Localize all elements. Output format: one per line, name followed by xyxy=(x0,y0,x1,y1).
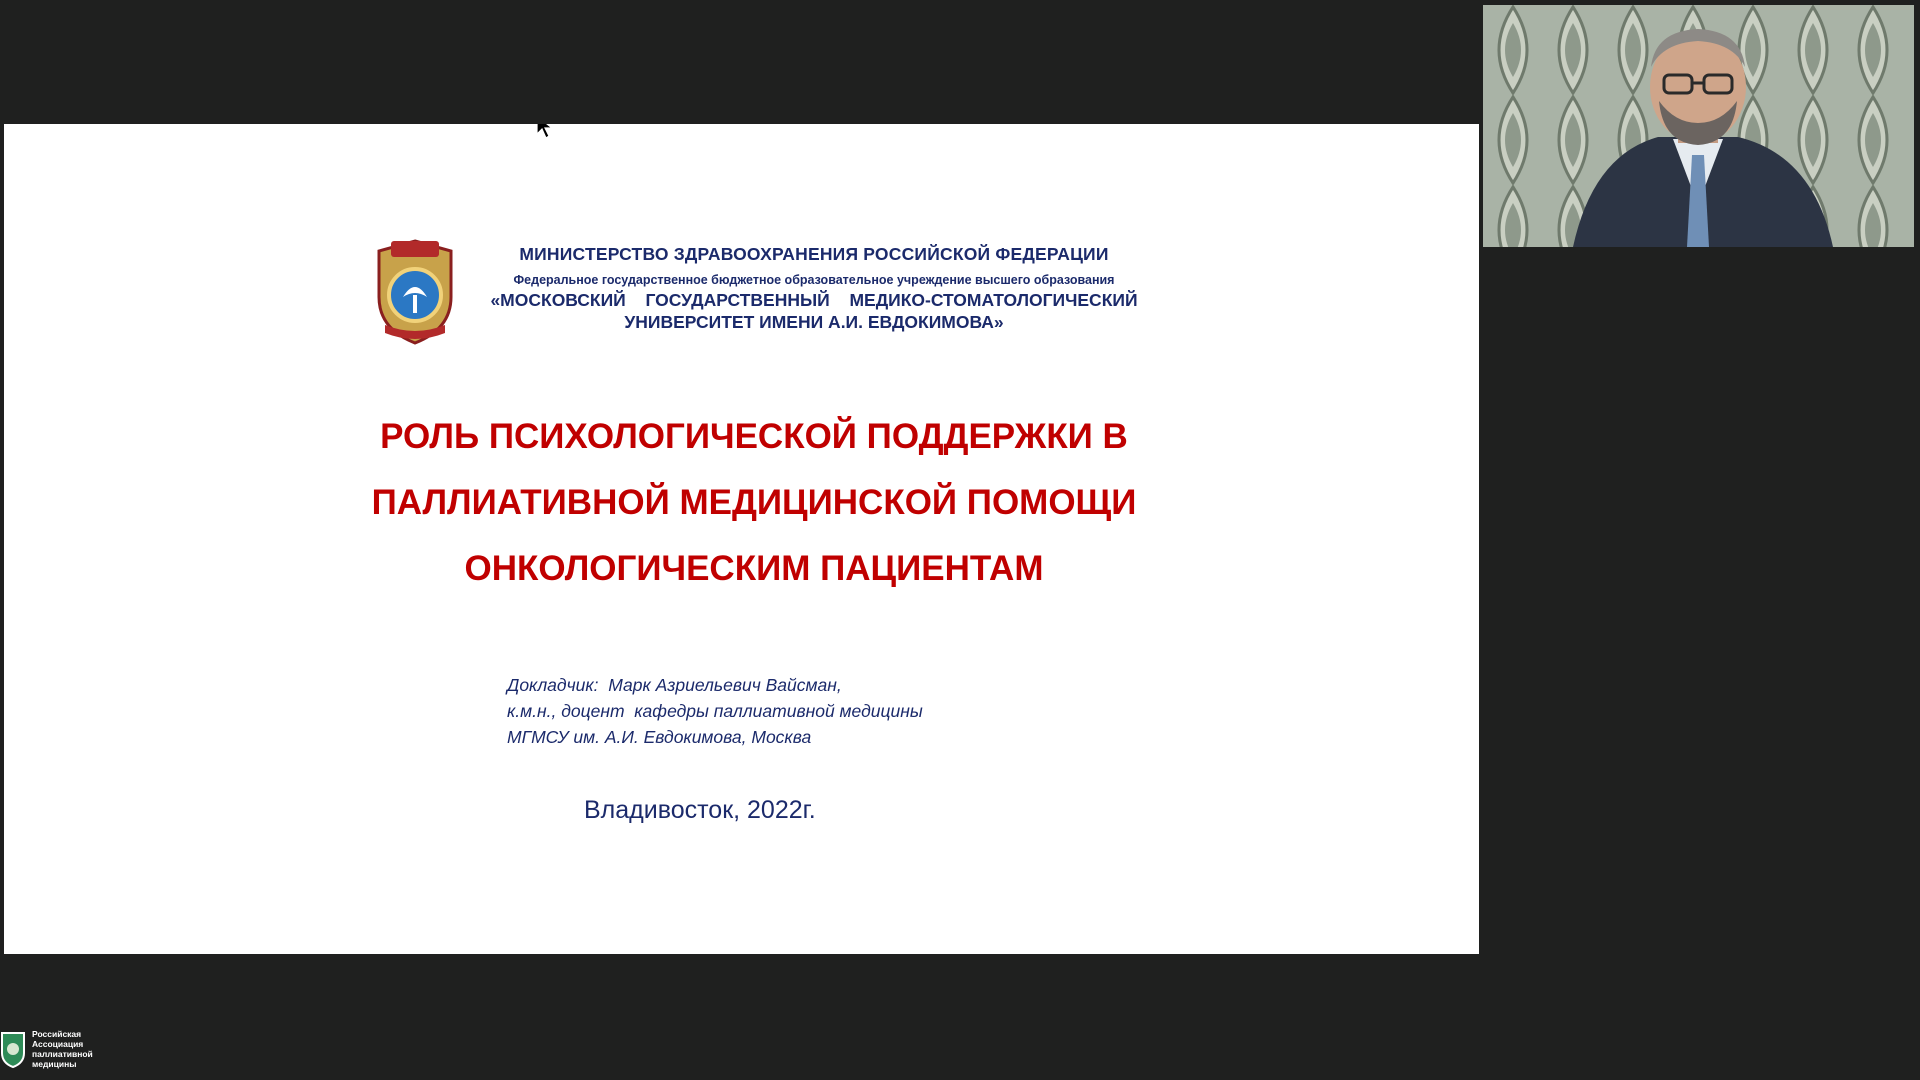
speaker-name: Докладчик: Марк Азриельевич Вайсман, xyxy=(507,675,842,695)
speaker-position: к.м.н., доцент кафедры паллиативной медицины xyxy=(507,701,923,721)
ministry-header xyxy=(474,244,1154,333)
association-name-line1: Российская xyxy=(32,1029,82,1039)
association-name xyxy=(32,1029,112,1069)
association-name-line3: паллиативной xyxy=(32,1049,93,1059)
association-name-line4: медицины xyxy=(32,1059,77,1069)
shared-slide xyxy=(4,124,1479,954)
slide-title-line2: ПАЛЛИАТИВНОЙ МЕДИЦИНСКОЙ ПОМОЩИ xyxy=(371,483,1137,522)
institution-type: Федеральное государственное бюджетное образовательное учреждение высшего образования xyxy=(513,273,1115,287)
participant-video-tile[interactable] xyxy=(1483,5,1914,247)
association-shield-logo xyxy=(0,1029,26,1069)
association-name-line2: Ассоциация xyxy=(32,1039,84,1049)
mouse-pointer-icon xyxy=(535,124,555,140)
speaker-info xyxy=(507,672,923,750)
university-crest-logo xyxy=(369,237,461,347)
slide-title-line1: РОЛЬ ПСИХОЛОГИЧЕСКОЙ ПОДДЕРЖКИ В xyxy=(380,417,1128,456)
slide-title xyxy=(304,404,1204,602)
place-date: Владивосток, 2022г. xyxy=(584,796,816,824)
slide-title-line3: ОНКОЛОГИЧЕСКИМ ПАЦИЕНТАМ xyxy=(464,549,1044,588)
university-name-line1: «МОСКОВСКИЙ ГОСУДАРСТВЕННЫЙ МЕДИКО-СТОМАТОЛОГИЧЕСКИЙ xyxy=(490,290,1138,310)
ministry-name: МИНИСТЕРСТВО ЗДРАВООХРАНЕНИЯ РОССИЙСКОЙ ФЕДЕРАЦИИ xyxy=(519,244,1109,264)
participant-video-feed xyxy=(1483,5,1914,247)
association-logo xyxy=(0,1029,112,1069)
university-name-line2: УНИВЕРСИТЕТ ИМЕНИ А.И. ЕВДОКИМОВА» xyxy=(624,312,1004,332)
speaker-affiliation: МГМСУ им. А.И. Евдокимова, Москва xyxy=(507,727,812,747)
